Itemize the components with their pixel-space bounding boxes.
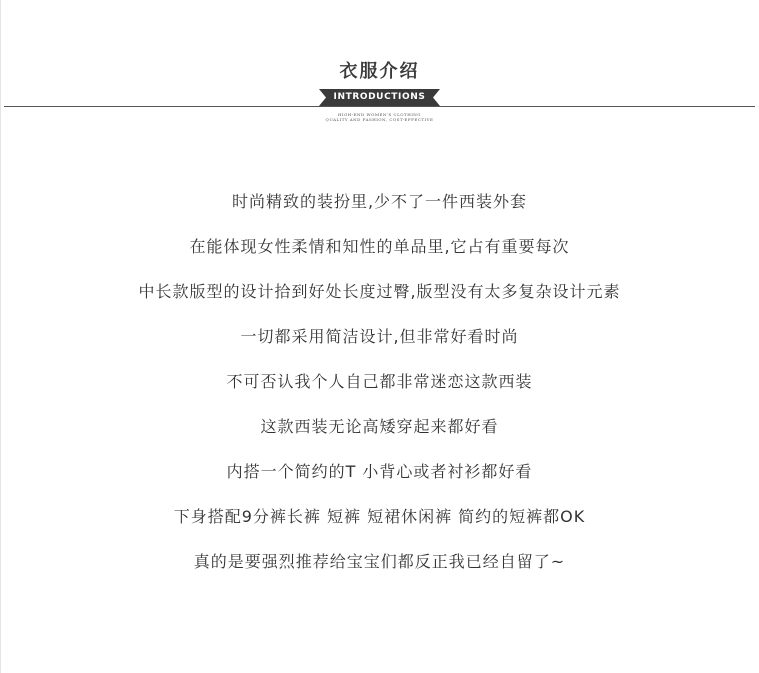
description-line: 下身搭配9分裤长裤 短裤 短裙休闲裤 简约的短裤都OK <box>173 507 586 526</box>
description-body <box>0 188 759 593</box>
section-title: 衣服介绍 <box>339 61 420 82</box>
description-line: 在能体现女性柔情和知性的单品里,它占有重要每次 <box>189 237 570 256</box>
description-line: 内搭一个简约的T 小背心或者衬衫都好看 <box>226 462 533 481</box>
header-divider <box>4 106 755 107</box>
description-line: 不可否认我个人自己都非常迷恋这款西装 <box>226 372 533 391</box>
banner-label: INTRODUCTIONS <box>333 92 426 102</box>
description-line: 真的是要强烈推荐给宝宝们都反正我已经自留了~ <box>193 552 566 571</box>
description-line: 时尚精致的装扮里,少不了一件西装外套 <box>231 192 528 211</box>
description-line: 中长款版型的设计拾到好处长度过臀,版型没有太多复杂设计元素 <box>138 282 621 301</box>
section-header <box>0 0 759 130</box>
tagline-line-2: QUALITY AND FASHION, COST-EFFECTIVE <box>325 117 434 122</box>
tagline-line-1: HIGH-END WOMEN'S CLOTHING <box>338 112 421 117</box>
introductions-banner <box>319 89 440 106</box>
description-line: 这款西装无论高矮穿起来都好看 <box>260 417 499 436</box>
description-line: 一切都采用简洁设计,但非常好看时尚 <box>240 327 519 346</box>
